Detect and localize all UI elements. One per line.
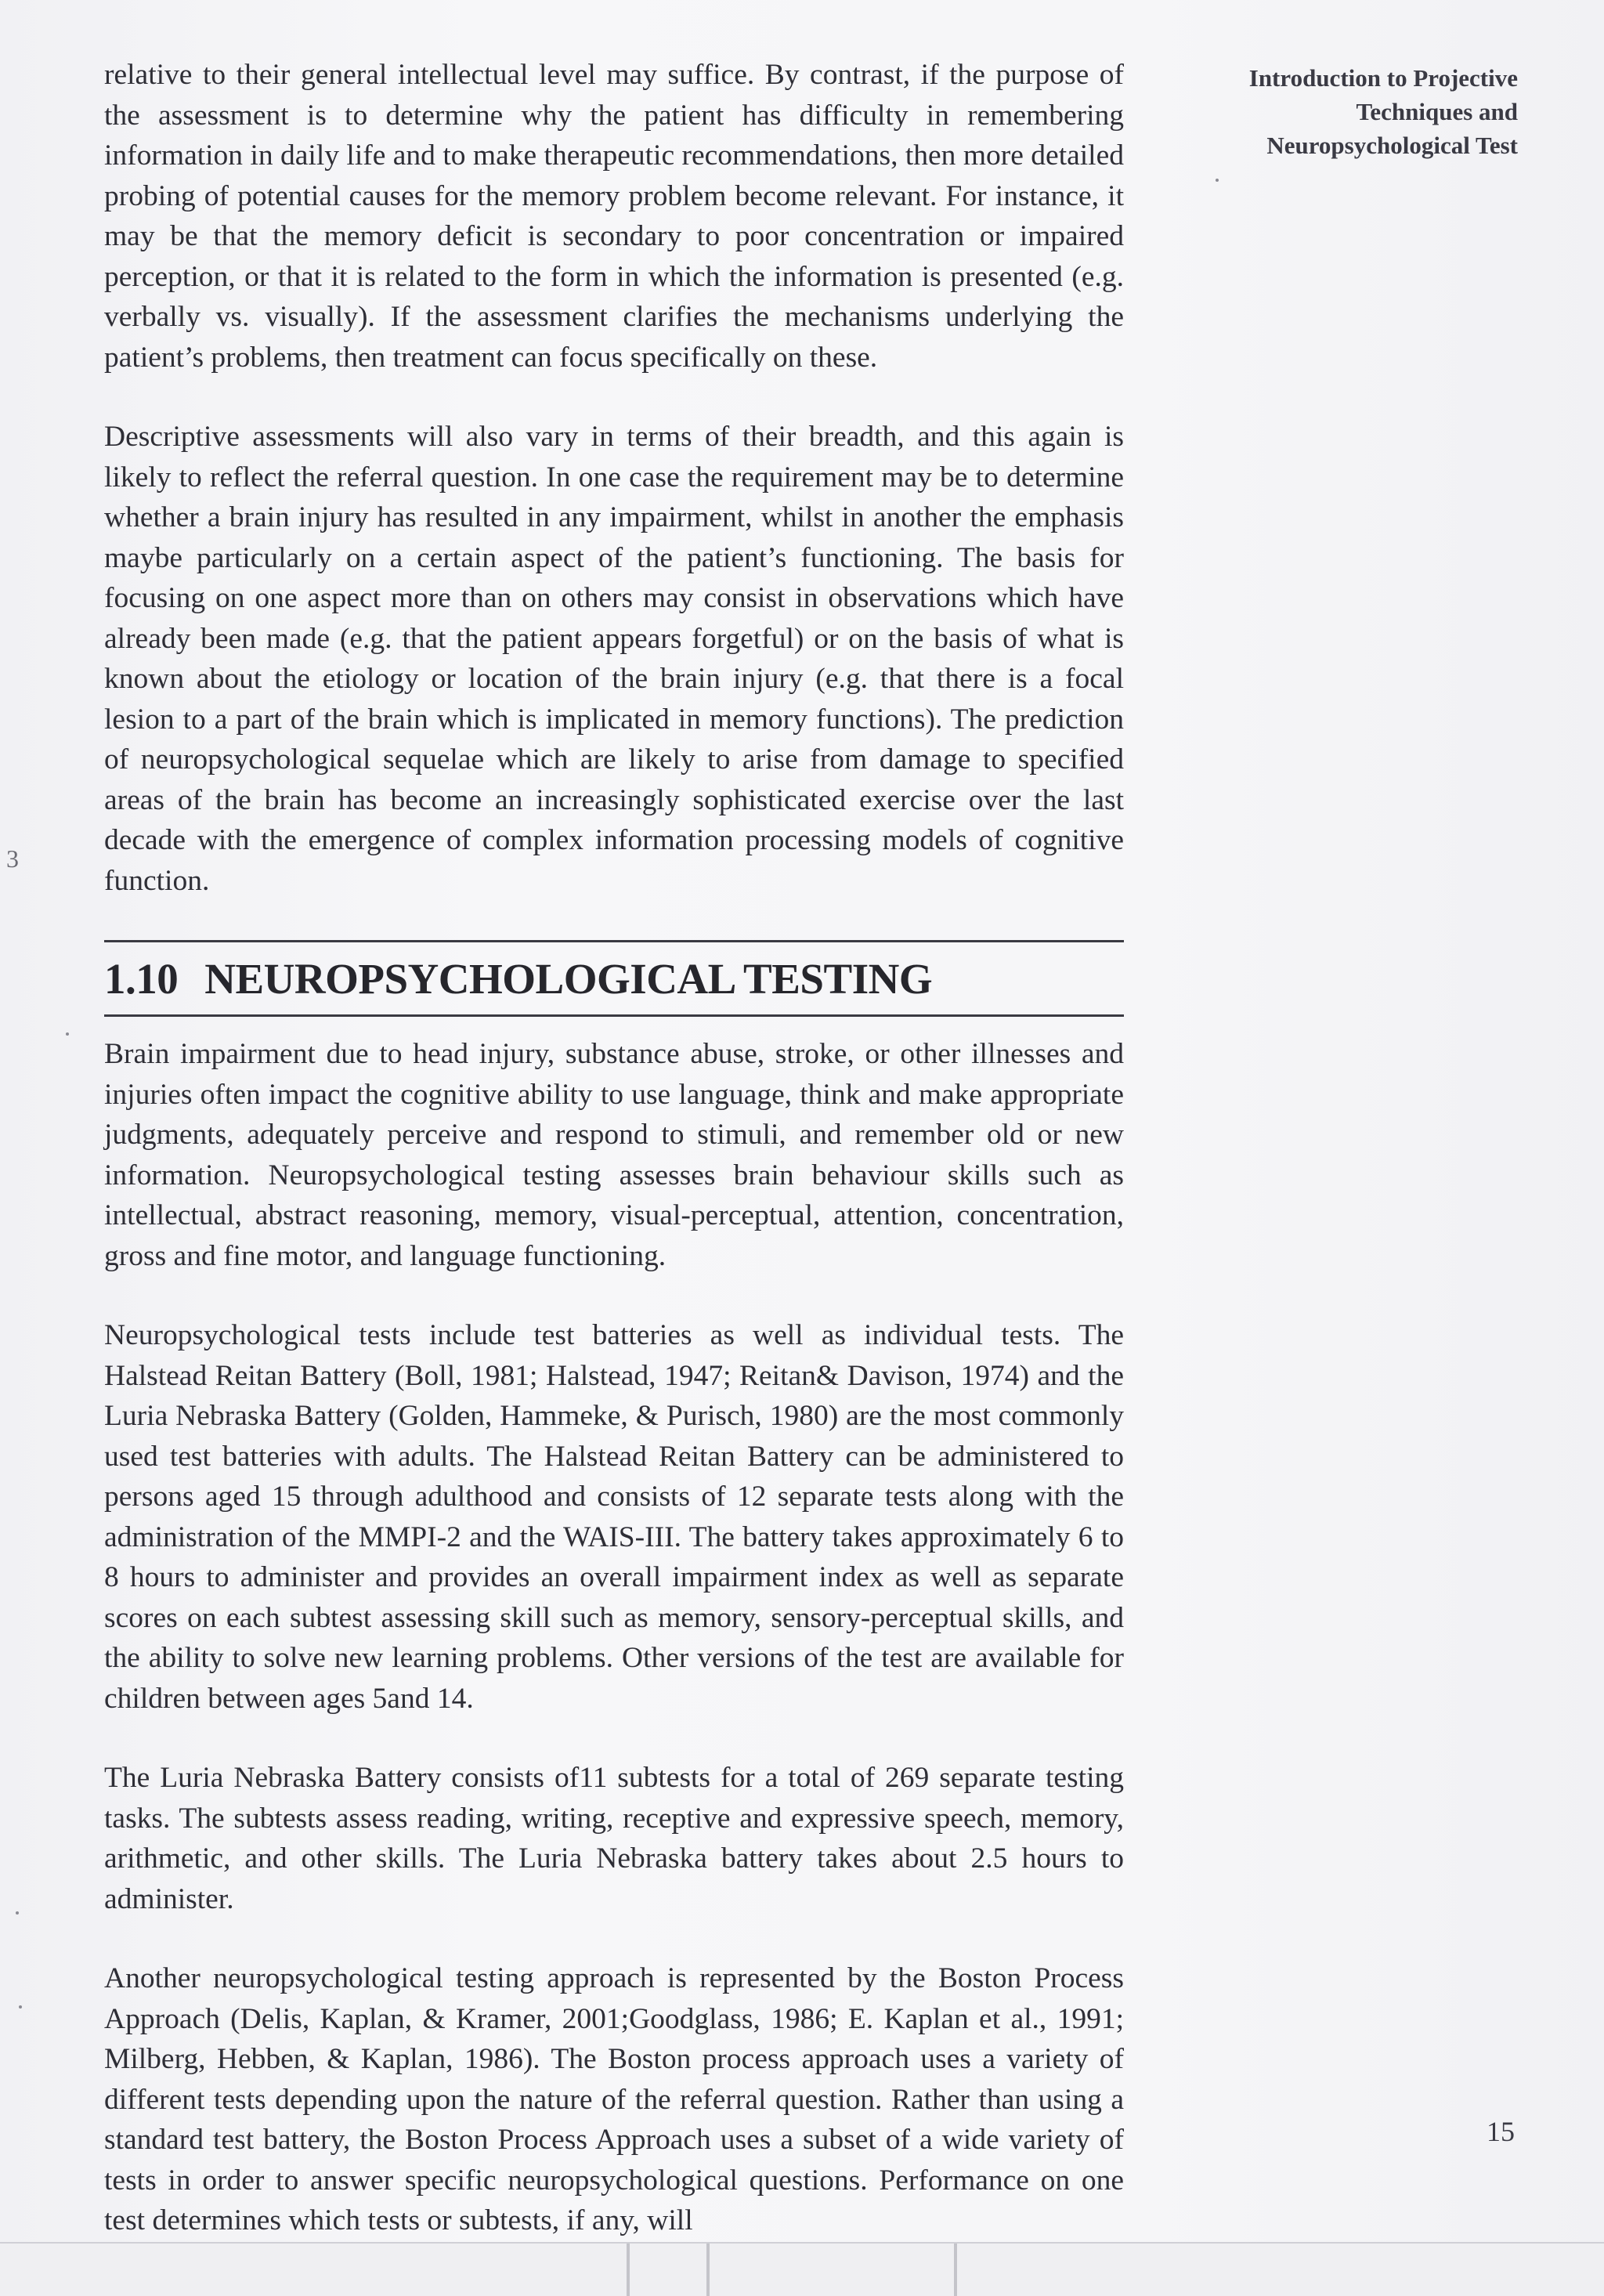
main-text-column [104,55,1124,2280]
running-title-line: Techniques and [1356,98,1518,125]
body-paragraph: relative to their general intellectual level may suffice. By contrast, if the purpose of the assessment is to determine why the patient has difficulty in remembering information in daily life and to make therapeutic recommendations, then more detailed probing of potential causes for the memory problem become relevant. For instance, it may be that the memory deficit is secondary to poor concentration or impaired perception, or that it is related to the form in which the information is presented (e.g. verbally vs. visually). If the assessment clarifies the mechanisms underlying the patient’s problems, then treatment can focus specifically on these. [104,59,1124,374]
body-paragraph: Descriptive assessments will also vary in terms of their breadth, and this again is likely to reflect the referral question. In one case the requirement may be to determine whether a brain injury has resulted in any impairment, whilst in another the emphasis maybe particularly on a certain aspect of the patient’s functioning. The basis for focusing on one aspect more than on others may consist in observations which have already been made (e.g. that the patient appears forgetful) or on the basis of what is known about the etiology or location of the brain injury (e.g. that there is a focal lesion to a part of the brain which is implicated in memory functions). The prediction of neuropsychological sequelae which are likely to arise from damage to specified areas of the brain has become an increasingly sophisticated exercise over the last decade with the emergence of complex information processing models of cognitive function. [104,421,1124,897]
scan-bottom-edge [0,2242,1604,2296]
scan-speck [1216,179,1219,182]
section-number: 1.10 [104,955,179,1003]
body-paragraph: Neuropsychological tests include test batteries as well as individual tests. The Halstead Reitan Battery (Boll, 1981; Halstead, 1947; Reitan& Davison, 1974) and the Luria Nebraska Battery (Golden, Hammeke, & Purisch, 1980) are the most commonly used test batteries with adults. The Halstead Reitan Battery can be administered to persons aged 15 through adulthood and consists of 12 separate tests along with the administration of the MMPI-2 and the WAIS-III. The battery takes approximately 6 to 8 hours to administer and provides an overall impairment index as well as separate scores on each subtest assessing skill such as memory, sensory-perceptual skills, and the ability to solve new learning problems. Other versions of the test are available for children between ages 5and 14. [104,1319,1124,1715]
scan-speck [16,1911,19,1915]
running-title-line: Introduction to Projective [1248,64,1518,92]
margin-mark: 3 [6,844,19,873]
binding-clip [706,2244,710,2296]
binding-clip [954,2244,957,2296]
scan-speck [19,2005,22,2009]
running-section-title [1189,61,1518,162]
section-title: NEUROPSYCHOLOGICAL TESTING [204,955,933,1003]
section-heading [104,940,1124,1017]
section-heading-text [104,953,1124,1005]
body-paragraph: The Luria Nebraska Battery consists of11 subtests for a total of 269 separate testing tasks. The subtests assess reading, writing, receptive and expressive speech, memory, arithmetic, and other skills. The Luria Nebraska battery takes about 2.5 hours to administer. [104,1762,1124,1915]
binding-clip [627,2244,630,2296]
body-paragraph: Brain impairment due to head injury, substance abuse, stroke, or other illnesses and injuries often impact the cognitive ability to use language, think and make appropriate judgments, adequately perceive and respond to stimuli, and remember old or new information. Neuropsychological testing assesses brain behaviour skills such as intellectual, abstract reasoning, memory, visual-perceptual, attention, concentration, gross and fine motor, and language functioning. [104,1038,1124,1272]
page-number: 15 [1487,2116,1515,2147]
body-paragraph: Another neuropsychological testing approach is represented by the Boston Process Approach (Delis, Kaplan, & Kramer, 2001;Goodglass, 1986; E. Kaplan et al., 1991; Milberg, Hebben, & Kaplan, 1986). The Boston process approach uses a variety of different tests depending upon the nature of the referral question. Rather than using a standard test battery, the Boston Process Approach uses a subset of a wide variety of tests in order to answer specific neuropsychological questions. Performance on one test determines which tests or subtests, if any, will [104,1962,1124,2236]
scan-speck [66,1032,69,1036]
running-title-line: Neuropsychological Test [1266,132,1518,159]
